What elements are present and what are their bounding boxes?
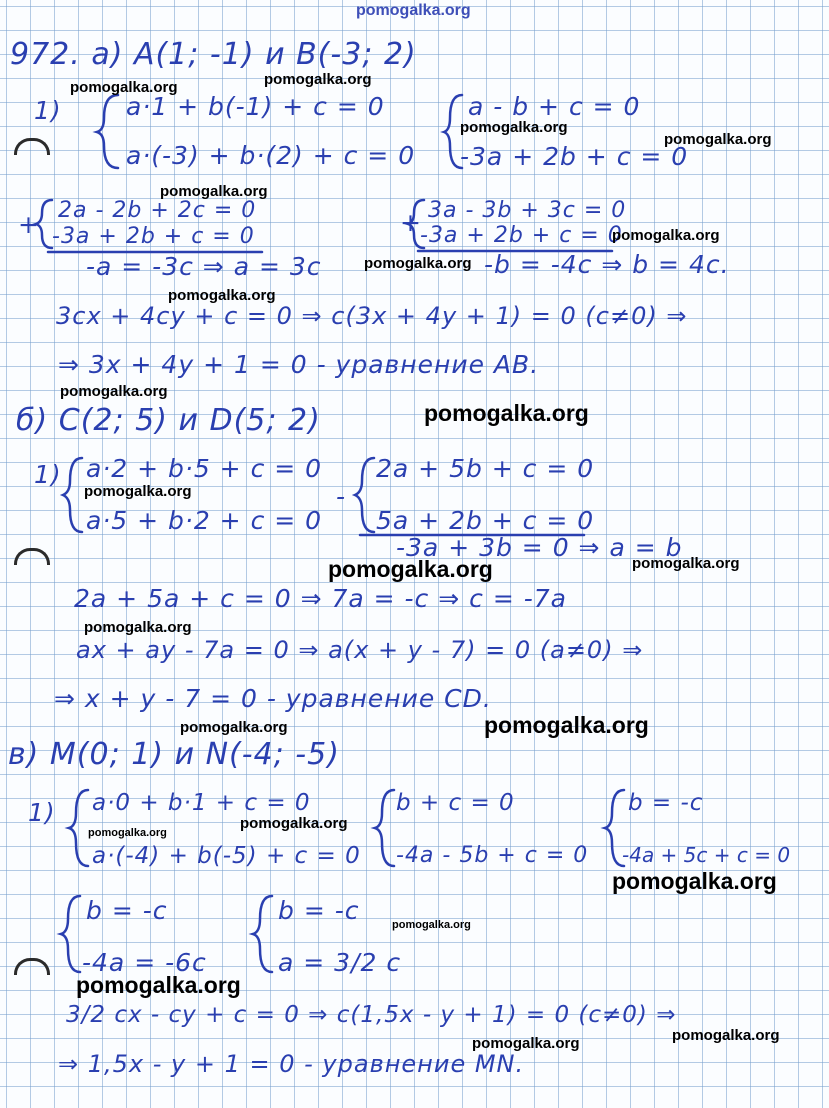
watermark: pomogalka.org (60, 383, 168, 400)
watermark: pomogalka.org (612, 868, 777, 894)
watermark: pomogalka.org (180, 719, 288, 736)
plus-sign: + (18, 210, 40, 239)
system-brace (253, 896, 272, 972)
watermark: pomogalka.org (88, 827, 167, 839)
equation-line: 3/2 cx - cy + c = 0 ⇒ c(1,5x - y + 1) = 0 (c≠0) ⇒ (66, 1002, 677, 1028)
equation-line: b = -c (86, 896, 168, 925)
equation-line: a·5 + b·2 + c = 0 (86, 506, 323, 535)
equation-line: -4a + 5c + c = 0 (622, 843, 791, 867)
equation-line: 3cx + 4cy + c = 0 ⇒ c(3x + 4y + 1) = 0 (c≠0) ⇒ (56, 302, 688, 330)
equation-line: 5a + 2b + c = 0 (376, 506, 595, 535)
equation-line: -4a = -6c (82, 948, 207, 977)
equation-line: a·0 + b·1 + c = 0 (92, 790, 311, 816)
minus-sign: - (336, 482, 347, 511)
equation-line: -a = -3c ⇒ a = 3c (86, 252, 322, 281)
watermark: pomogalka.org (364, 255, 472, 272)
problem-header-b: б) C(2; 5) и D(5; 2) (16, 403, 321, 438)
equation-line: -3a + 2b + c = 0 (420, 223, 623, 248)
watermark: pomogalka.org (392, 919, 471, 931)
equation-line: 2a - 2b + 2c = 0 (58, 198, 257, 223)
equation-line: -3a + 2b + c = 0 (460, 142, 689, 171)
watermark: pomogalka.org (484, 712, 649, 738)
watermark: pomogalka.org (632, 555, 740, 572)
watermark: pomogalka.org (264, 71, 372, 88)
system-brace (97, 95, 118, 168)
equation-line: a - b + c = 0 (468, 92, 641, 121)
equation-line: a·1 + b(-1) + c = 0 (126, 92, 385, 121)
plus-sign: + (400, 208, 422, 237)
system-brace (63, 458, 82, 532)
equation-line: a·(-4) + b(-5) + c = 0 (92, 843, 361, 869)
equation-line: b = -c (278, 896, 360, 925)
watermark: pomogalka.org (84, 619, 192, 636)
step-label: 1) (28, 798, 56, 827)
watermark: pomogalka.org (356, 2, 471, 19)
step-label: 1) (34, 96, 62, 125)
system-brace (355, 458, 374, 532)
system-brace (69, 790, 88, 866)
problem-header-c: в) M(0; 1) и N(-4; -5) (8, 737, 340, 772)
watermark: pomogalka.org (472, 1035, 580, 1052)
watermark: pomogalka.org (328, 556, 493, 582)
equation-line: b = -c (628, 790, 704, 816)
equation-line: a·(-3) + b·(2) + c = 0 (126, 141, 416, 170)
system-brace (61, 896, 80, 972)
equation-line: ax + ay - 7a = 0 ⇒ a(x + y - 7) = 0 (a≠0) ⇒ (76, 636, 644, 664)
watermark: pomogalka.org (84, 483, 192, 500)
equation-line: b + c = 0 (396, 790, 515, 816)
problem-header-a: 972. а) A(1; -1) и B(-3; 2) (10, 37, 417, 72)
watermark: pomogalka.org (460, 119, 568, 136)
equation-line: a = 3/2 c (278, 948, 402, 977)
equation-line: ⇒ 3x + 4y + 1 = 0 - уравнение AB. (58, 350, 540, 379)
equation-line: -4a - 5b + c = 0 (396, 843, 589, 868)
watermark: pomogalka.org (160, 183, 268, 200)
watermark: pomogalka.org (76, 972, 241, 998)
watermark: pomogalka.org (240, 815, 348, 832)
watermark: pomogalka.org (664, 131, 772, 148)
equation-line: a·2 + b·5 + c = 0 (86, 454, 323, 483)
equation-line: ⇒ 1,5x - y + 1 = 0 - уравнение MN. (58, 1050, 525, 1078)
equation-line: ⇒ x + y - 7 = 0 - уравнение CD. (54, 684, 492, 713)
watermark: pomogalka.org (612, 227, 720, 244)
watermark: pomogalka.org (424, 400, 589, 426)
step-label: 1) (34, 460, 62, 489)
watermark: pomogalka.org (168, 287, 276, 304)
system-brace (375, 790, 394, 866)
equation-line: 3a - 3b + 3c = 0 (428, 198, 627, 223)
watermark: pomogalka.org (672, 1027, 780, 1044)
equation-line: -3a + 2b + c = 0 (52, 224, 255, 249)
equation-line: 2a + 5a + c = 0 ⇒ 7a = -c ⇒ c = -7a (74, 584, 567, 613)
equation-line: -3a + 3b = 0 ⇒ a = b (396, 533, 683, 562)
equation-line: 2a + 5b + c = 0 (376, 454, 595, 483)
watermark: pomogalka.org (70, 79, 178, 96)
equation-line: -b = -4c ⇒ b = 4c. (484, 250, 730, 279)
